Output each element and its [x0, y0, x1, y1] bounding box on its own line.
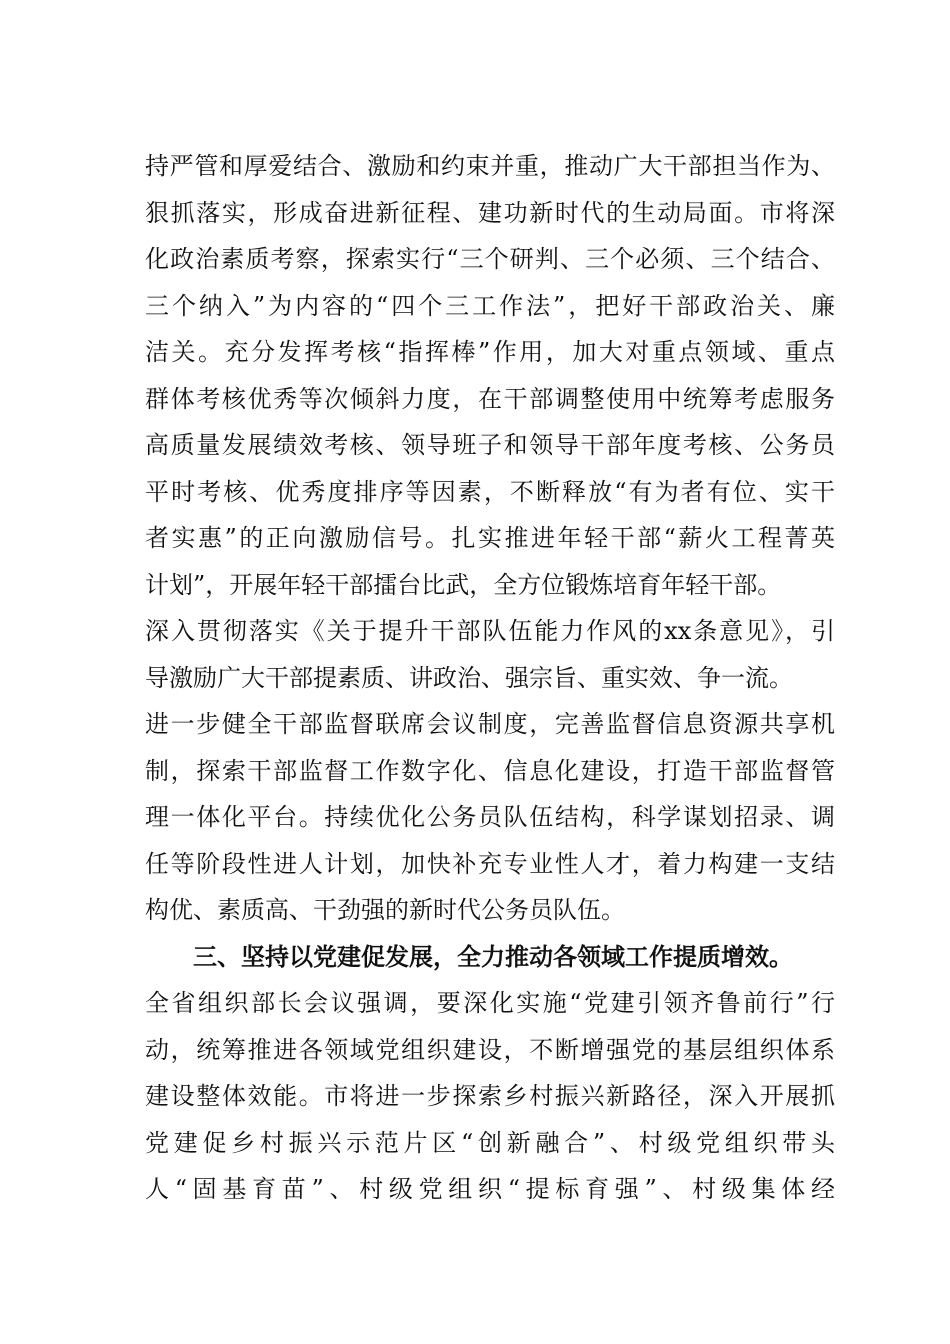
text-line: 进一步健全干部监督联席会议制度，完善监督信息资源共享机 — [145, 710, 835, 738]
text-line: 导激励广大干部提素质、讲政治、强宗旨、重实效、争一流。 — [145, 663, 793, 692]
text-line: 化政治素质考察，探索实行“三个研判、三个必须、三个结合、 — [145, 245, 835, 273]
text-line: 理一体化平台。持续优化公务员队伍结构，科学谋划招录、调 — [145, 803, 835, 831]
text-line: 高质量发展绩效考核、领导班子和领导干部年度考核、公务员 — [145, 431, 835, 459]
text-line: 党建促乡村振兴示范片区“创新融合”、村级党组织带头 — [145, 1128, 835, 1157]
text-line: 三个纳入”为内容的“四个三工作法”，把好干部政治关、廉 — [145, 291, 835, 320]
text-line: 狠抓落实，形成奋进新征程、建功新时代的生动局面。市将深 — [145, 198, 835, 227]
text-line: 构优、素质高、干劲强的新时代公务员队伍。 — [145, 896, 625, 924]
text-line: 洁关。充分发挥考核“指挥棒”作用，加大对重点领域、重点 — [145, 338, 835, 366]
text-line: 全省组织部长会议强调，要深化实施“党建引领齐鲁前行”行 — [145, 989, 835, 1017]
text-line: 制，探索干部监督工作数字化、信息化建设，打造干部监督管 — [145, 756, 835, 785]
text-line: 者实惠”的正向激励信号。扎实推进年轻干部“薪火工程菁英 — [145, 524, 835, 552]
text-line: 平时考核、优秀度排序等因素，不断释放“有为者有位、实干 — [145, 477, 835, 506]
text-line: 动，统筹推进各领域党组织建设，不断增强党的基层组织体系 — [145, 1035, 835, 1064]
text-line: 群体考核优秀等次倾斜力度，在干部调整使用中统筹考虑服务 — [145, 384, 835, 413]
text-line: 人“固基育苗”、村级党组织“提标育强”、村级集体经 — [145, 1175, 835, 1203]
text-line: 计划”，开展年轻干部擂台比武，全方位锻炼培育年轻干部。 — [145, 570, 782, 599]
body-text — [145, 143, 835, 1213]
section-heading: 三、坚持以党建促发展，全力推动各领域工作提质增效。 — [193, 942, 793, 971]
text-line: 建设整体效能。市将进一步探索乡村振兴新路径，深入开展抓 — [145, 1082, 835, 1110]
text-line: 持严管和厚爱结合、激励和约束并重，推动广大干部担当作为、 — [145, 152, 835, 180]
text-line: 深入贯彻落实《关于提升干部队伍能力作风的xx条意见》，引 — [145, 617, 835, 645]
text-line: 任等阶段性进人计划，加快补充专业性人才，着力构建一支结 — [145, 849, 835, 878]
